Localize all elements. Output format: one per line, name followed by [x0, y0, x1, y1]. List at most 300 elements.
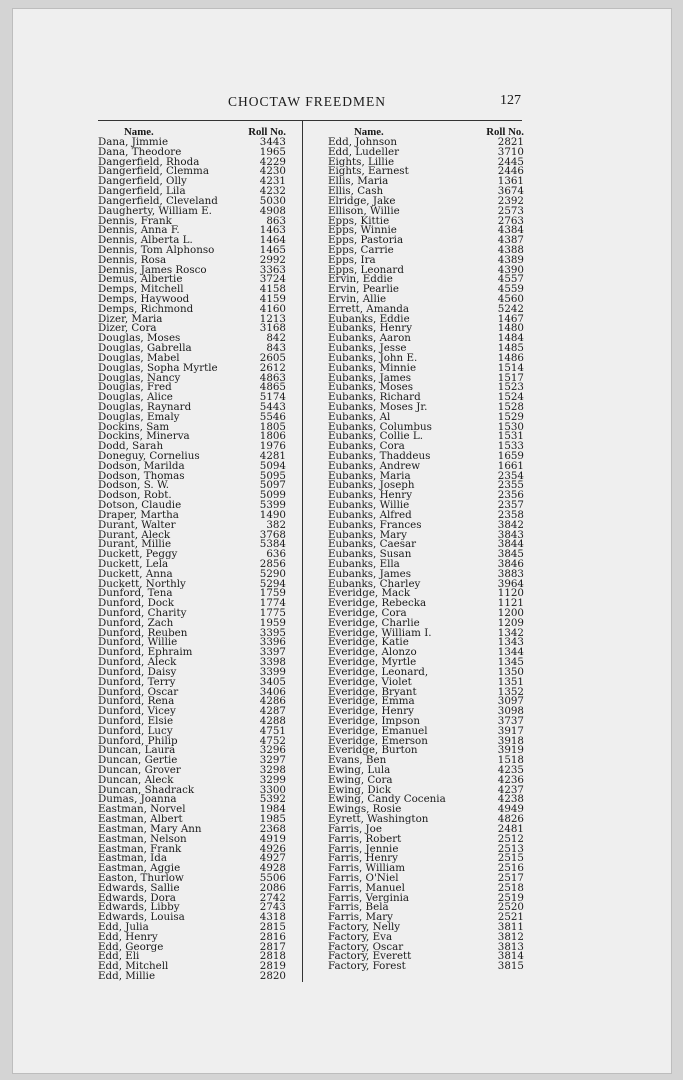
entry-name: Everidge, Leonard, [328, 665, 429, 678]
list-item [98, 972, 286, 982]
entry-roll-number: 1350 [497, 665, 524, 678]
entry-roll-number: 1530 [497, 420, 524, 433]
entry-name: Duckett, Northly [98, 577, 186, 590]
entry-name: Douglas, Fred [98, 381, 172, 394]
entry-roll-number: 2743 [259, 901, 286, 914]
entry-roll-number: 1209 [497, 616, 524, 629]
entry-name: Eubanks, Alfred [328, 508, 412, 521]
entry-name: Eastman, Frank [98, 842, 182, 855]
entry-name: Dodson, Robt. [98, 489, 172, 502]
entry-roll-number: 4919 [259, 832, 286, 845]
entry-name: Eubanks, John E. [328, 351, 418, 364]
entry-roll-number: 5399 [259, 499, 286, 512]
entry-roll-number: 4318 [259, 911, 286, 924]
roll-heading: Roll No. [248, 126, 286, 138]
entry-name: Factory, Eva [328, 930, 393, 943]
entry-name: Douglas, Emaly [98, 410, 180, 423]
entry-name: Everidge, Burton [328, 744, 418, 757]
entry-name: Farris, Manuel [328, 881, 405, 894]
entry-roll-number: 2605 [259, 351, 286, 364]
entry-name: Douglas, Gabrella [98, 342, 192, 355]
entry-roll-number: 1344 [497, 646, 524, 659]
entry-name: Ewing, Cora [328, 773, 393, 786]
entry-name: Edwards, Louisa [98, 911, 185, 924]
entry-name: Everidge, Emma [328, 695, 415, 708]
entry-roll-number: 4286 [259, 695, 286, 708]
entry-name: Factory, Forest [328, 960, 406, 973]
entry-name: Edd, Johnson [328, 136, 397, 148]
entry-name: Edwards, Libby [98, 901, 180, 914]
entry-name: Eastman, Ida [98, 852, 167, 865]
entry-roll-number: 3300 [259, 783, 286, 796]
entry-roll-number: 4384 [497, 224, 524, 237]
entry-name: Eubanks, Andrew [328, 459, 421, 472]
entry-roll-number: 4159 [259, 293, 286, 305]
entry-roll-number: 3846 [497, 557, 524, 570]
entry-name: Everidge, Charlie [328, 616, 420, 629]
entry-roll-number: 3737 [497, 714, 524, 727]
entry-name: Dunford, Reuben [98, 626, 188, 639]
entry-name: Everidge, William I. [328, 626, 432, 639]
entry-name: Dangerfield, Lila [98, 185, 186, 198]
entry-name: Epps, Pastoria [328, 234, 404, 247]
entry-name: Eubanks, Mary [328, 528, 408, 541]
entry-roll-number: 4236 [497, 773, 524, 786]
entry-roll-number: 3815 [497, 960, 524, 973]
entry-roll-number: 5506 [259, 871, 286, 884]
entry-roll-number: 5290 [259, 567, 286, 580]
page-number: 127 [500, 93, 521, 108]
entry-roll-number: 4926 [259, 842, 286, 855]
entry-name: Edd, Eli [98, 950, 140, 963]
entry-roll-number: 3813 [497, 940, 524, 953]
entry-roll-number: 2820 [259, 970, 286, 983]
entry-name: Farris, Jennie [328, 842, 399, 855]
entry-name: Ewing, Lula [328, 764, 391, 776]
entry-roll-number: 3297 [259, 754, 286, 767]
entry-name: Dotson, Claudie [98, 499, 182, 512]
entry-roll-number: 4230 [259, 165, 286, 178]
entry-roll-number: 3399 [259, 665, 286, 678]
column-divider [302, 120, 303, 982]
entry-roll-number: 2516 [497, 862, 524, 875]
entry-roll-number: 1659 [497, 450, 524, 462]
entry-name: Epps, Leonard [328, 263, 404, 276]
entry-name: Dennis, Tom Alphonso [98, 243, 215, 256]
left-entries [98, 138, 286, 982]
entry-roll-number: 2357 [497, 499, 524, 512]
entry-name: Eubanks, Joseph [328, 479, 415, 492]
entry-roll-number: 1529 [497, 410, 524, 423]
entry-roll-number: 1518 [497, 754, 524, 767]
entry-name: Dunford, Elsie [98, 714, 174, 727]
entry-roll-number: 1213 [259, 312, 286, 325]
entry-roll-number: 1465 [259, 243, 286, 256]
entry-roll-number: 382 [266, 518, 286, 531]
entry-roll-number: 4752 [259, 734, 286, 747]
entry-roll-number: 1514 [497, 361, 524, 374]
entry-roll-number: 2817 [259, 940, 286, 953]
entry-name: Dennis, Frank [98, 214, 172, 227]
entry-name: Ellison, Willie [328, 204, 400, 217]
entry-name: Ervin, Eddie [328, 273, 393, 286]
entry-name: Demps, Haywood [98, 293, 190, 305]
entry-roll-number: 4287 [259, 705, 286, 718]
entry-name: Dunford, Philip [98, 734, 178, 747]
entry-roll-number: 5030 [259, 194, 286, 207]
entry-roll-number: 843 [266, 342, 286, 355]
entry-name: Everidge, Katie [328, 636, 409, 649]
entry-name: Farris, O'Niel [328, 871, 399, 884]
entry-roll-number: 3842 [497, 518, 524, 531]
entry-name: Dunford, Terry [98, 675, 176, 688]
entry-roll-number: 1774 [259, 597, 286, 610]
entry-roll-number: 2086 [259, 881, 286, 894]
entry-name: Dennis, Anna F. [98, 224, 180, 237]
entry-roll-number: 1965 [259, 145, 286, 158]
entry-roll-number: 4158 [259, 283, 286, 296]
entry-name: Durant, Aleck [98, 528, 171, 541]
entry-name: Dunford, Rena [98, 695, 175, 708]
entry-name: Eastman, Albert [98, 813, 183, 826]
entry-name: Dana, Theodore [98, 145, 182, 158]
entry-name: Farris, Henry [328, 852, 398, 865]
entry-name: Dunford, Tena [98, 587, 173, 600]
entry-name: Dangerfield, Rhoda [98, 155, 200, 168]
entry-roll-number: 4160 [259, 302, 286, 315]
entry-roll-number: 4388 [497, 243, 524, 256]
entry-roll-number: 1976 [259, 440, 286, 453]
entry-roll-number: 2518 [497, 881, 524, 894]
entry-roll-number: 4238 [497, 793, 524, 806]
entry-name: Dennis, James Rosco [98, 263, 207, 276]
entry-roll-number: 3811 [497, 921, 524, 933]
entry-roll-number: 4231 [259, 175, 286, 188]
entry-name: Daugherty, William E. [98, 204, 212, 217]
entry-name: Eastman, Aggie [98, 862, 181, 875]
entry-roll-number: 2517 [497, 871, 524, 884]
entry-name: Eyrett, Washington [328, 813, 429, 826]
entry-name: Dennis, Rosa [98, 253, 167, 266]
entry-roll-number: 2358 [497, 508, 524, 521]
entry-name: Duncan, Gertie [98, 754, 178, 767]
entry-roll-number: 4387 [497, 234, 524, 247]
entry-roll-number: 1486 [497, 351, 524, 364]
entry-name: Eubanks, Thaddeus [328, 450, 431, 462]
entry-roll-number: 4865 [259, 381, 286, 394]
entry-roll-number: 1759 [259, 587, 286, 600]
entry-name: Farris, William [328, 862, 406, 875]
entry-roll-number: 2515 [497, 852, 524, 865]
entry-name: Durant, Walter [98, 518, 176, 531]
entry-name: Easton, Thurlow [98, 871, 184, 884]
list-item [328, 962, 524, 972]
entry-roll-number: 2356 [497, 489, 524, 502]
entry-name: Errett, Amanda [328, 302, 409, 315]
entry-name: Duncan, Shadrack [98, 783, 195, 796]
entry-roll-number: 3919 [497, 744, 524, 757]
right-column [328, 128, 524, 972]
entry-roll-number: 5294 [259, 577, 286, 590]
entry-roll-number: 3097 [497, 695, 524, 708]
entry-name: Eubanks, Henry [328, 322, 413, 335]
entry-roll-number: 4235 [497, 764, 524, 776]
entry-roll-number: 1343 [497, 636, 524, 649]
entry-roll-number: 2519 [497, 891, 524, 904]
entry-name: Draper, Martha [98, 508, 179, 521]
entry-roll-number: 1805 [259, 420, 286, 433]
entry-name: Eastman, Norvel [98, 803, 186, 816]
entry-roll-number: 3883 [497, 567, 524, 580]
entry-roll-number: 2513 [497, 842, 524, 855]
page-header [12, 94, 672, 114]
entry-name: Dunford, Charity [98, 607, 187, 619]
entry-name: Eubanks, Willie [328, 499, 410, 512]
roll-heading: Roll No. [486, 126, 524, 138]
entry-name: Durant, Millie [98, 538, 172, 551]
name-heading: Name. [354, 126, 384, 138]
entry-name: Dodson, Thomas [98, 469, 185, 482]
entry-name: Dunford, Vicey [98, 705, 176, 718]
entry-name: Everidge, Rebecka [328, 597, 427, 610]
entry-roll-number: 3843 [497, 528, 524, 541]
entry-name: Epps, Carrie [328, 243, 394, 256]
entry-name: Dennis, Alberta L. [98, 234, 193, 247]
entry-roll-number: 1661 [497, 459, 524, 472]
entry-name: Duckett, Anna [98, 567, 173, 580]
entry-roll-number: 5099 [259, 489, 286, 502]
entry-roll-number: 1531 [497, 430, 524, 443]
entry-roll-number: 5384 [259, 538, 286, 551]
entry-roll-number: 1463 [259, 224, 286, 237]
entry-roll-number: 1775 [259, 607, 286, 619]
entry-roll-number: 1467 [497, 312, 524, 325]
entry-name: Dizer, Cora [98, 322, 157, 335]
entry-name: Eubanks, Moses Jr. [328, 400, 428, 413]
entry-name: Factory, Oscar [328, 940, 404, 953]
entry-name: Edd, Henry [98, 930, 158, 943]
entry-name: Dodd, Sarah [98, 440, 164, 453]
entry-roll-number: 3398 [259, 656, 286, 669]
entry-name: Doneguy, Cornelius [98, 450, 200, 462]
entry-name: Duncan, Laura [98, 744, 176, 757]
entry-roll-number: 4927 [259, 852, 286, 865]
entry-roll-number: 2992 [259, 253, 286, 266]
entry-roll-number: 4288 [259, 714, 286, 727]
entry-name: Eubanks, Columbus [328, 420, 432, 433]
entry-roll-number: 1351 [497, 675, 524, 688]
entry-name: Epps, Ira [328, 253, 376, 266]
entry-name: Elridge, Jake [328, 194, 396, 207]
entry-roll-number: 2819 [259, 960, 286, 973]
entry-roll-number: 2742 [259, 891, 286, 904]
entry-name: Dunford, Dock [98, 597, 175, 610]
entry-name: Eubanks, Ella [328, 557, 400, 570]
entry-roll-number: 4826 [497, 813, 524, 826]
entry-roll-number: 3918 [497, 734, 524, 747]
entry-name: Dunford, Zach [98, 616, 174, 629]
entry-roll-number: 3406 [259, 685, 286, 698]
entry-roll-number: 2521 [497, 911, 524, 924]
entry-name: Douglas, Moses [98, 332, 181, 345]
entry-roll-number: 3296 [259, 744, 286, 757]
entry-roll-number: 2392 [497, 194, 524, 207]
entry-name: Eastman, Mary Ann [98, 822, 202, 835]
entry-name: Dunford, Ephraim [98, 646, 193, 659]
entry-name: Dizer, Maria [98, 312, 163, 325]
entry-name: Everidge, Impson [328, 714, 421, 727]
entry-roll-number: 842 [266, 332, 286, 345]
entry-name: Eubanks, Collie L. [328, 430, 424, 443]
entry-name: Dangerfield, Olly [98, 175, 187, 188]
entry-name: Evans, Ben [328, 754, 387, 767]
entry-name: Farris, Bela [328, 901, 389, 914]
entry-name: Eubanks, Henry [328, 489, 413, 502]
entry-roll-number: 1361 [497, 175, 524, 188]
entry-roll-number: 1985 [259, 813, 286, 826]
entry-roll-number: 3397 [259, 646, 286, 659]
entry-roll-number: 1485 [497, 342, 524, 355]
entry-name: Epps, Kittie [328, 214, 390, 227]
entry-roll-number: 2446 [497, 165, 524, 178]
entry-name: Dodson, Marilda [98, 459, 185, 472]
entry-name: Epps, Winnie [328, 224, 397, 237]
entry-roll-number: 1121 [497, 597, 524, 610]
entry-name: Eastman, Nelson [98, 832, 187, 845]
entry-roll-number: 4559 [497, 283, 524, 296]
entry-name: Factory, Nelly [328, 921, 401, 933]
entry-roll-number: 4560 [497, 293, 524, 305]
entry-name: Douglas, Mabel [98, 351, 180, 364]
entry-name: Edd, Millie [98, 970, 156, 983]
entry-roll-number: 636 [266, 548, 286, 561]
header-rule [98, 120, 522, 121]
entry-roll-number: 3363 [259, 263, 286, 276]
entry-name: Duncan, Aleck [98, 773, 174, 786]
entry-roll-number: 2815 [259, 921, 286, 933]
entry-roll-number: 3396 [259, 636, 286, 649]
entry-name: Douglas, Nancy [98, 371, 181, 384]
entry-name: Ewings, Rosie [328, 803, 402, 816]
entry-roll-number: 5174 [259, 391, 286, 404]
entry-name: Eubanks, Susan [328, 548, 412, 561]
entry-roll-number: 4751 [259, 724, 286, 737]
entry-roll-number: 2354 [497, 469, 524, 482]
entry-roll-number: 1959 [259, 616, 286, 629]
entry-roll-number: 2821 [497, 136, 524, 148]
entry-roll-number: 3814 [497, 950, 524, 963]
entry-name: Duckett, Lela [98, 557, 169, 570]
entry-name: Dunford, Lucy [98, 724, 173, 737]
entry-roll-number: 3443 [259, 136, 286, 148]
entry-name: Factory, Everett [328, 950, 412, 963]
entry-name: Edd, Ludeller [328, 145, 400, 158]
entry-name: Ervin, Allie [328, 293, 387, 305]
entry-name: Edd, George [98, 940, 164, 953]
entry-name: Eubanks, James [328, 567, 411, 580]
entry-name: Eubanks, Aaron [328, 332, 411, 345]
entry-name: Dockins, Minerva [98, 430, 190, 443]
entry-name: Duncan, Grover [98, 764, 181, 776]
entry-name: Douglas, Sopha Myrtle [98, 361, 218, 374]
entry-name: Dockins, Sam [98, 420, 170, 433]
entry-roll-number: 1352 [497, 685, 524, 698]
entry-name: Everidge, Emerson [328, 734, 428, 747]
entry-roll-number: 5097 [259, 479, 286, 492]
entry-roll-number: 1484 [497, 332, 524, 345]
entry-roll-number: 3768 [259, 528, 286, 541]
entry-roll-number: 863 [266, 214, 286, 227]
entry-name: Everidge, Violet [328, 675, 412, 688]
entry-name: Everidge, Alonzo [328, 646, 417, 659]
entry-name: Eubanks, Moses [328, 381, 413, 394]
entry-name: Everidge, Bryant [328, 685, 417, 698]
entry-name: Dunford, Oscar [98, 685, 179, 698]
entry-roll-number: 4281 [259, 450, 286, 462]
entry-name: Eubanks, Maria [328, 469, 411, 482]
entry-roll-number: 1480 [497, 322, 524, 335]
document-page [12, 8, 672, 1074]
entry-roll-number: 4908 [259, 204, 286, 217]
entry-roll-number: 3168 [259, 322, 286, 335]
entry-roll-number: 5443 [259, 400, 286, 413]
entry-name: Ellis, Maria [328, 175, 389, 188]
entry-name: Eubanks, Caesar [328, 538, 417, 551]
entry-roll-number: 4863 [259, 371, 286, 384]
entry-roll-number: 1490 [259, 508, 286, 521]
entry-name: Ellis, Cash [328, 185, 384, 198]
entry-name: Edd, Julia [98, 921, 149, 933]
entry-name: Everidge, Henry [328, 705, 414, 718]
entry-name: Ewing, Candy Cocenia [328, 793, 446, 806]
entry-name: Everidge, Cora [328, 607, 407, 619]
entry-roll-number: 1464 [259, 234, 286, 247]
entry-roll-number: 2816 [259, 930, 286, 943]
entry-roll-number: 5392 [259, 793, 286, 806]
entry-roll-number: 3812 [497, 930, 524, 943]
entry-roll-number: 3917 [497, 724, 524, 737]
entry-roll-number: 3724 [259, 273, 286, 286]
entry-name: Eubanks, Charley [328, 577, 421, 590]
entry-name: Dumas, Joanna [98, 793, 177, 806]
entry-roll-number: 4229 [259, 155, 286, 168]
entry-name: Douglas, Alice [98, 391, 173, 404]
entry-name: Farris, Verginia [328, 891, 410, 904]
entry-name: Eubanks, Eddie [328, 312, 410, 325]
entry-roll-number: 1200 [497, 607, 524, 619]
entry-roll-number: 3710 [497, 145, 524, 158]
entry-roll-number: 1345 [497, 656, 524, 669]
entry-roll-number: 3395 [259, 626, 286, 639]
entry-roll-number: 2520 [497, 901, 524, 914]
entry-roll-number: 2512 [497, 832, 524, 845]
entry-roll-number: 2368 [259, 822, 286, 835]
entry-name: Edwards, Dora [98, 891, 176, 904]
entry-roll-number: 1120 [497, 587, 524, 600]
entry-name: Farris, Joe [328, 822, 382, 835]
entry-name: Dunford, Willie [98, 636, 178, 649]
entry-roll-number: 2612 [259, 361, 286, 374]
entry-roll-number: 5094 [259, 459, 286, 472]
entry-roll-number: 5546 [259, 410, 286, 423]
entry-name: Eubanks, James [328, 371, 411, 384]
entry-roll-number: 5095 [259, 469, 286, 482]
entry-name: Duckett, Peggy [98, 548, 178, 561]
entry-name: Farris, Mary [328, 911, 393, 924]
entry-roll-number: 1984 [259, 803, 286, 816]
entry-roll-number: 2818 [259, 950, 286, 963]
entry-roll-number: 1806 [259, 430, 286, 443]
